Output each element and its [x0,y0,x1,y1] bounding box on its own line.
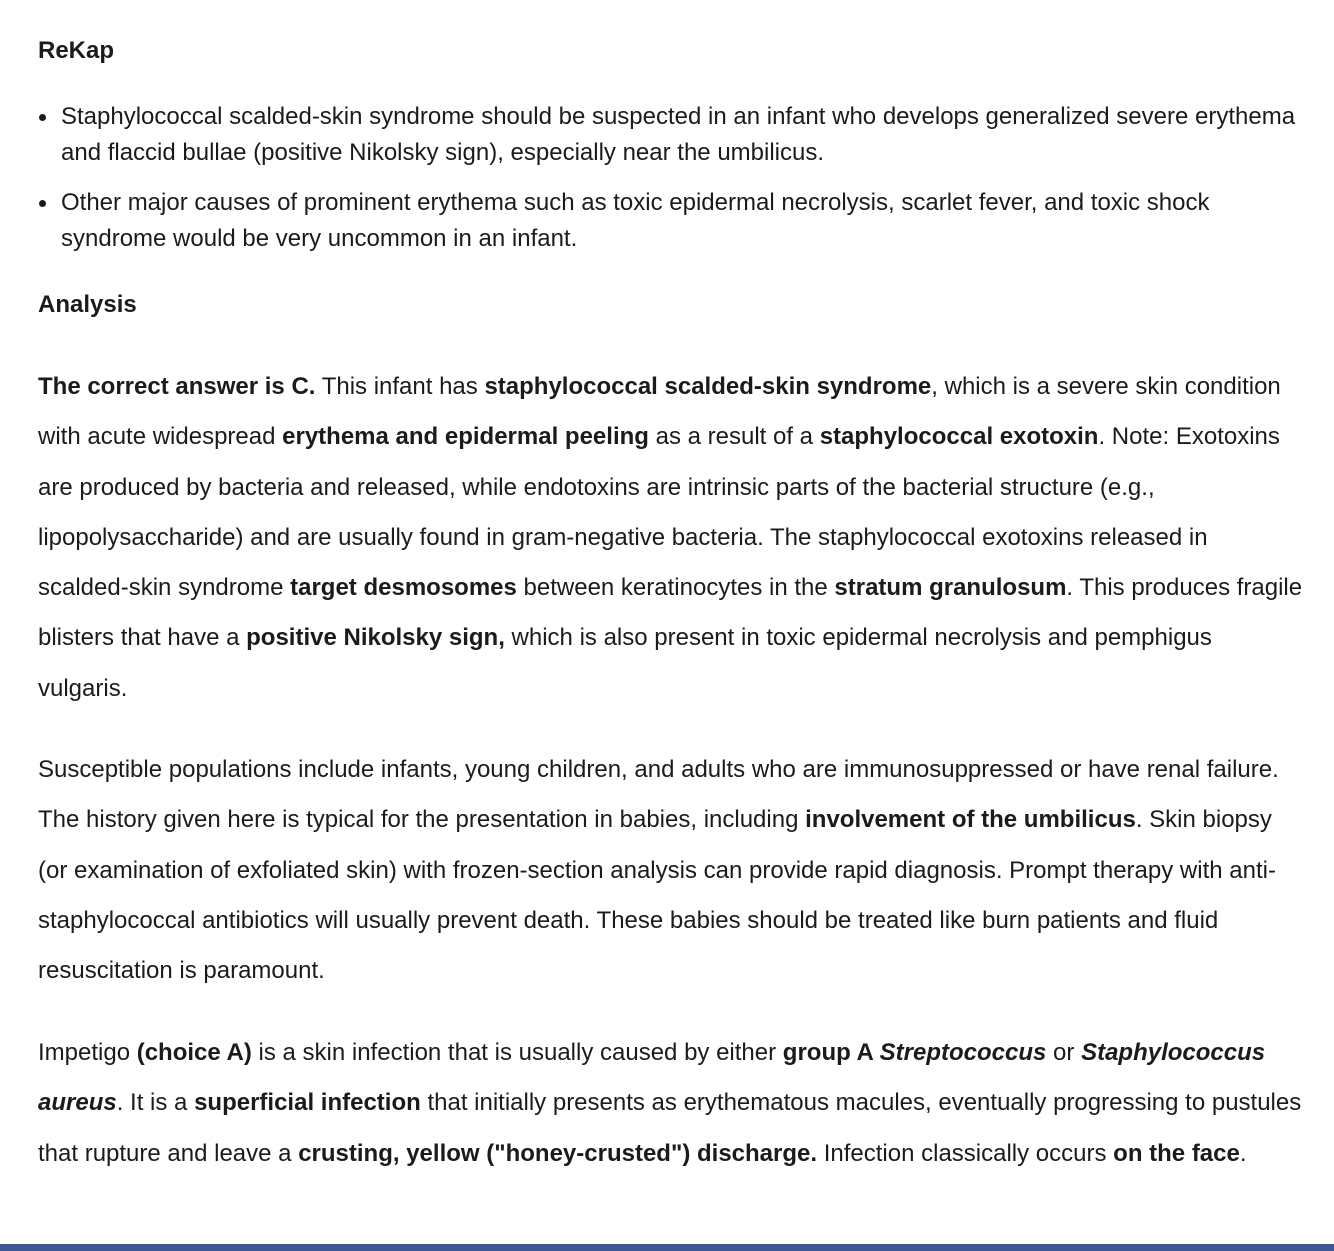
text-span: which is also present in toxic epidermal necrolysis and pemphigus vulgaris. [38,624,1212,702]
bold-term: group A [782,1039,880,1066]
correct-answer-statement: The correct answer is C. [38,373,316,400]
text-span: is a skin infection that is usually caused by either [251,1039,783,1066]
analysis-paragraph-populations [38,745,1303,996]
text-span: . This produces fragile blisters that have a [38,574,1303,652]
text-span: . Note: Exotoxins are produced by bacteria and released, while endotoxins are intrinsic parts of the bacterial structure (e.g., lipopolysaccharide) and are usually found in gram-negative bacteria. The staphylococcal exotoxins released in scalded-skin syndrome [38,423,1280,602]
bold-term: superficial infection [194,1089,421,1117]
text-span: between keratinocytes in the [516,574,835,602]
text-span: or [1046,1039,1082,1066]
bottom-accent-bar [0,1244,1334,1251]
text-span: . Skin biopsy (or examination of exfoliated skin) with frozen-section analysis can provide rapid diagnosis. Prompt therapy with anti-staphylococcal antibiotics will usually prevent death. These babies should be treated like burn patients and fluid resuscitation is paramount. [38,806,1276,985]
bold-term: staphylococcal exotoxin [819,423,1099,451]
text-span: Impetigo [38,1039,137,1066]
analysis-paragraph-correct-answer [38,362,1303,714]
bold-term: target desmosomes [290,574,517,602]
text-span: as a result of a [648,423,820,451]
analysis-heading: Analysis [38,291,137,318]
bold-term: positive Nikolsky sign, [246,624,505,652]
text-span: , which is a severe skin condition with acute widespread [38,373,1281,451]
organism-name: Streptococcus [879,1039,1047,1066]
text-span: . [1239,1139,1247,1167]
text-span: that initially presents as erythematous macules, eventually progressing to pustules that rupture and leave a [38,1089,1302,1167]
bold-term: erythema and epidermal peeling [282,423,649,451]
text-span: This infant has [315,373,485,400]
analysis-paragraph-choice-a [38,1028,1303,1179]
rekap-heading: ReKap [38,37,115,64]
bold-term: crusting, yellow ("honey-crusted") discharge. [298,1139,818,1167]
rekap-list [38,99,1303,271]
bold-term: on the face [1113,1139,1240,1167]
text-span: Infection classically occurs [817,1139,1114,1167]
bold-term: involvement of the umbilicus [805,806,1136,834]
rekap-bullet: Other major causes of prominent erythema such as toxic epidermal necrolysis, scarlet fever, and toxic shock syndrome would be very uncommon in an infant. [38,185,1303,257]
text-span: . It is a [116,1089,195,1117]
rekap-bullet: Staphylococcal scalded-skin syndrome should be suspected in an infant who develops generalized severe erythema and flaccid bullae (positive Nikolsky sign), especially near the umbilicus. [38,99,1303,171]
bold-term: staphylococcal scalded-skin syndrome [484,373,932,400]
bold-term: stratum granulosum [834,574,1067,602]
text-span: Susceptible populations include infants, young children, and adults who are immunosuppressed or have renal failure. The history given here is typical for the presentation in babies, including [38,756,1279,834]
organism-name: Staphylococcus aureus [38,1039,1266,1117]
choice-reference: (choice A) [136,1039,252,1066]
